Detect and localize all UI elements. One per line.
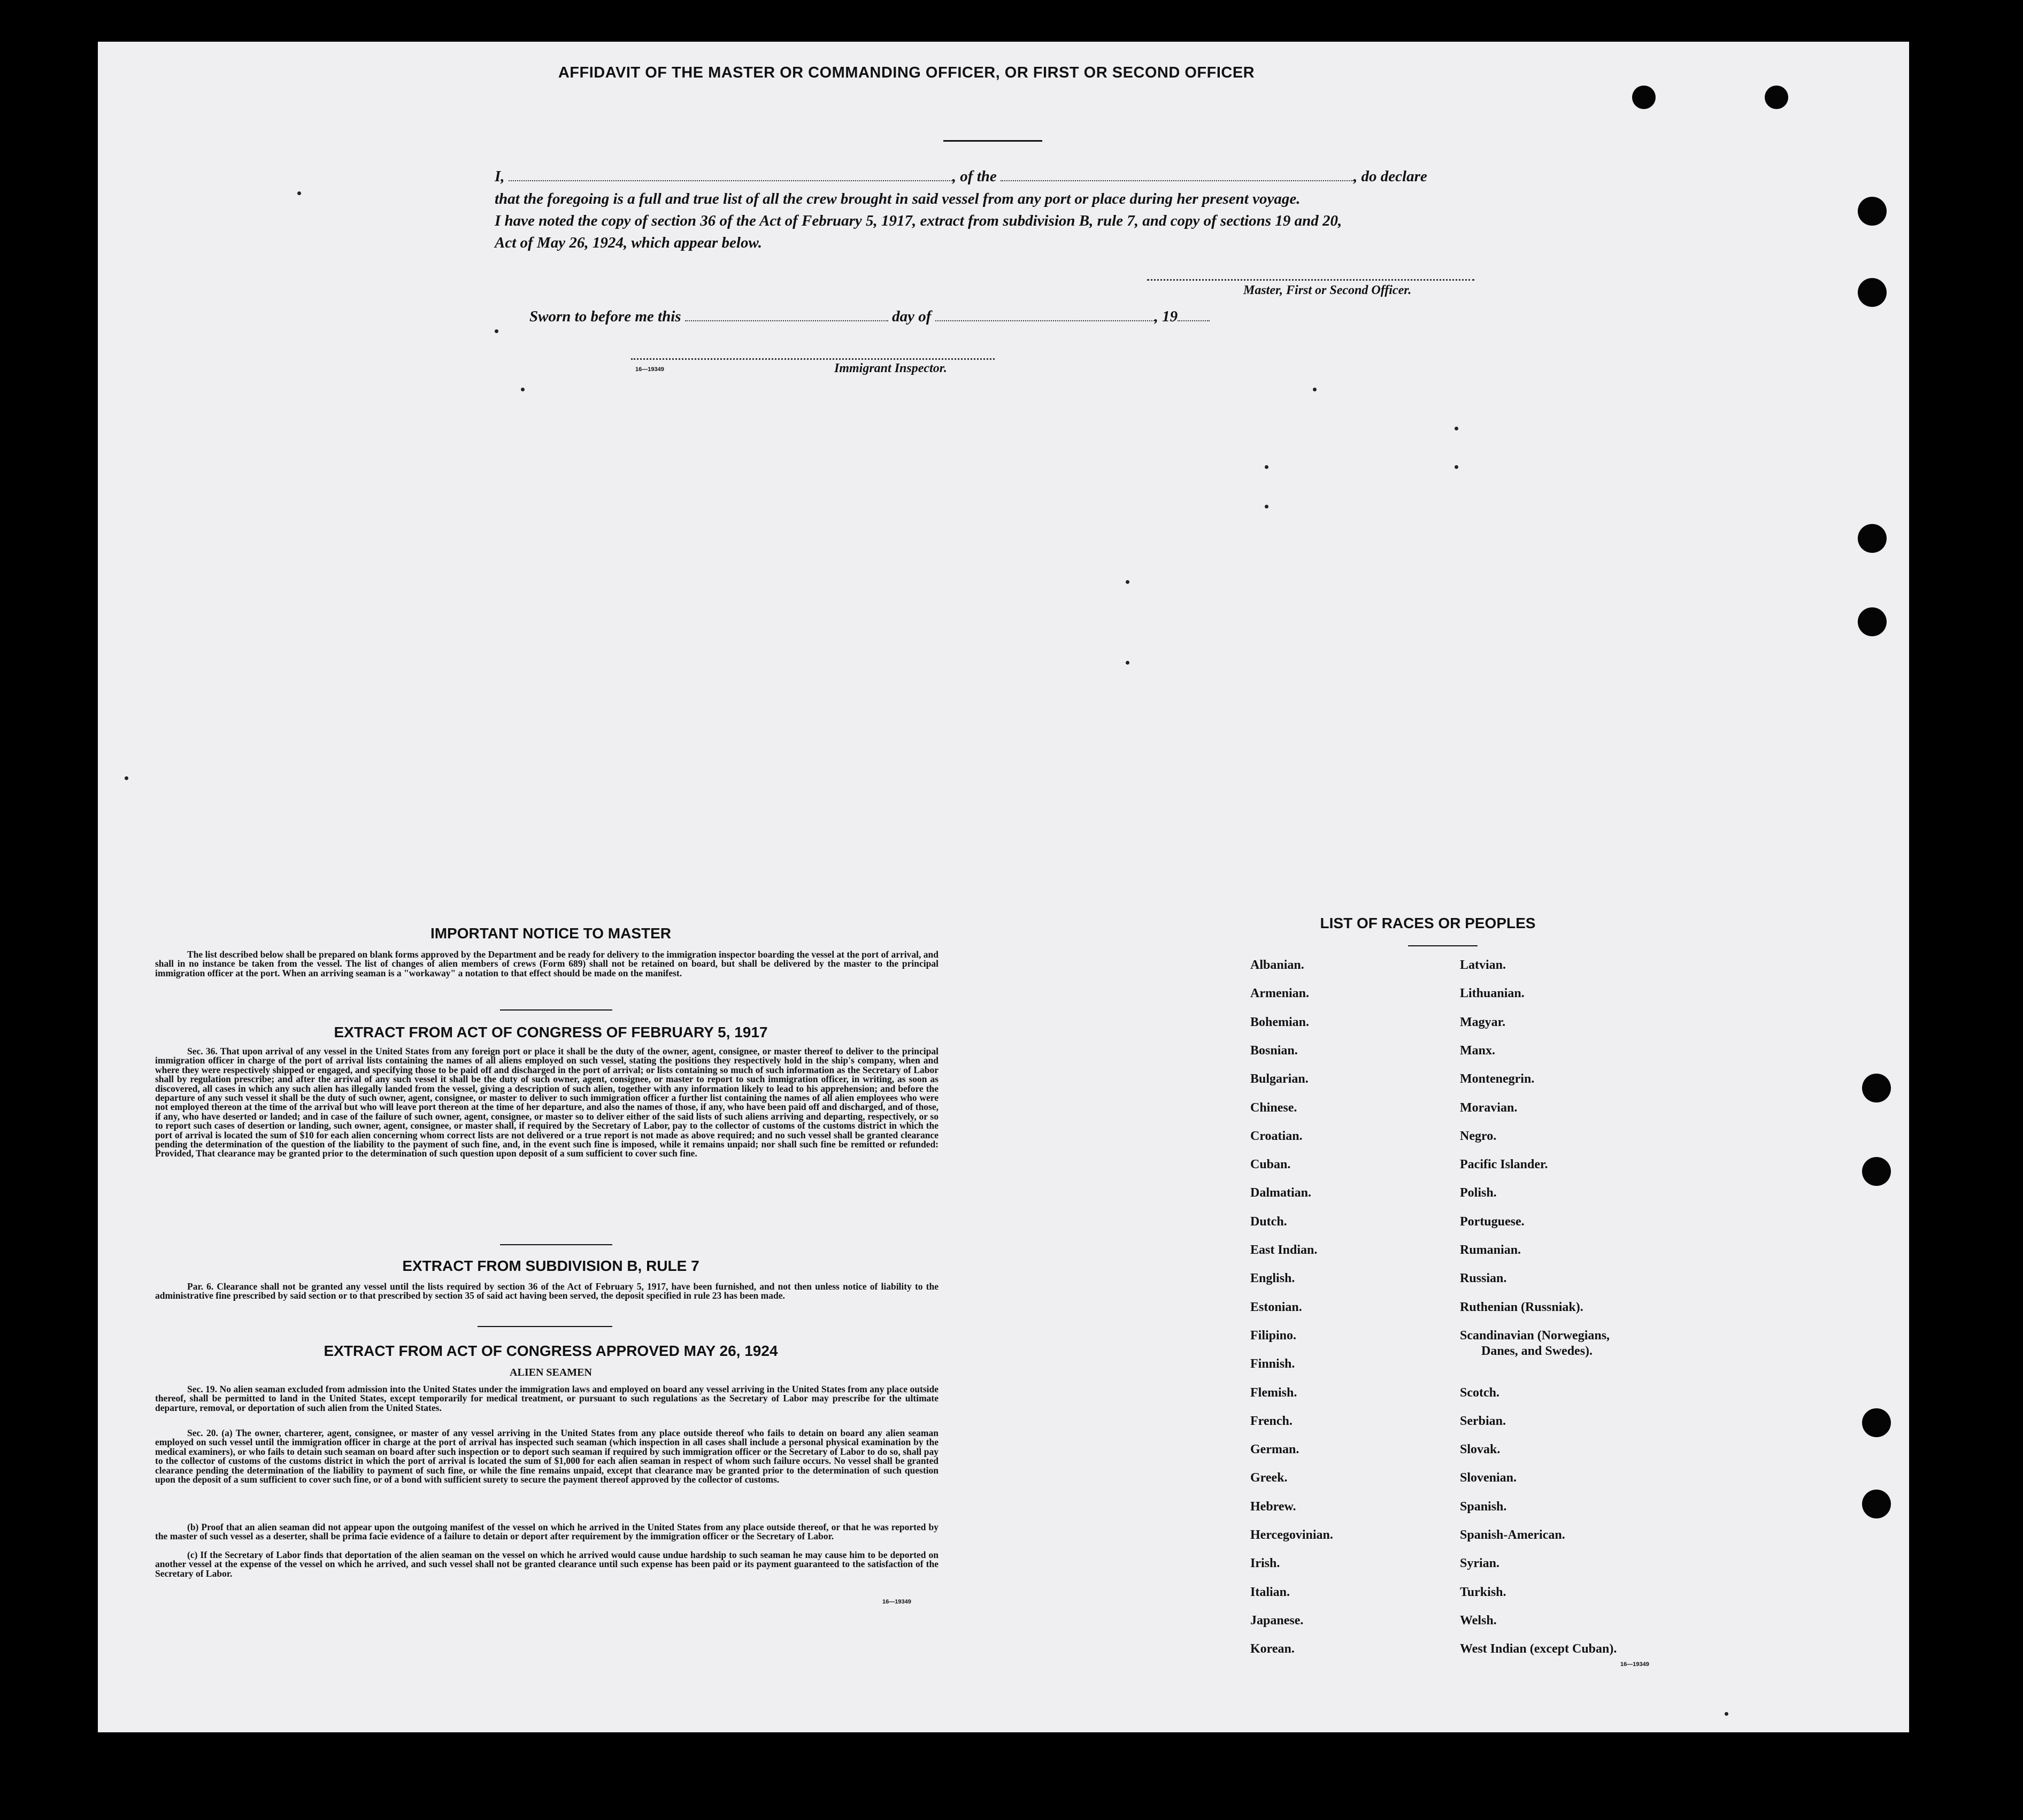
race-item: Polish. bbox=[1460, 1186, 1497, 1200]
name-blank bbox=[509, 168, 952, 181]
inspector-label: Immigrant Inspector. bbox=[834, 361, 947, 375]
race-item: Hebrew. bbox=[1250, 1499, 1296, 1514]
sworn-year-blank bbox=[1178, 309, 1210, 321]
extract-1924-title: EXTRACT FROM ACT OF CONGRESS APPROVED MAY 26, 1924 bbox=[324, 1343, 778, 1359]
race-item: East Indian. bbox=[1250, 1243, 1318, 1257]
signature-label: Master, First or Second Officer. bbox=[1243, 283, 1412, 297]
race-item: Syrian. bbox=[1460, 1556, 1500, 1571]
race-item: Armenian. bbox=[1250, 986, 1309, 1001]
race-item: Flemish. bbox=[1250, 1385, 1297, 1400]
punch-hole bbox=[1632, 86, 1656, 109]
race-item: Moravian. bbox=[1460, 1100, 1518, 1115]
divider bbox=[500, 1244, 612, 1245]
title-divider bbox=[943, 140, 1042, 142]
punch-hole bbox=[1858, 197, 1887, 226]
speck bbox=[125, 776, 128, 780]
speck bbox=[1126, 580, 1129, 584]
race-item: Hercegovinian. bbox=[1250, 1528, 1333, 1542]
race-item: Estonian. bbox=[1250, 1300, 1302, 1314]
race-item: German. bbox=[1250, 1443, 1299, 1457]
race-item: Scandinavian (Norwegians, bbox=[1460, 1328, 1610, 1343]
speck bbox=[495, 329, 498, 333]
races-title: LIST OF RACES OR PEOPLES bbox=[1320, 915, 1536, 931]
race-item: Cuban. bbox=[1250, 1158, 1291, 1172]
race-item: Slovak. bbox=[1460, 1443, 1501, 1457]
race-item: Dalmatian. bbox=[1250, 1186, 1311, 1200]
affidavit-line-2: that the foregoing is a full and true list of all the crew brought in said vessel from any port or place during her present voyage. bbox=[495, 190, 1301, 207]
sworn-line bbox=[529, 306, 1332, 327]
race-item: Japanese. bbox=[1250, 1613, 1304, 1628]
race-item: Bohemian. bbox=[1250, 1015, 1310, 1029]
punch-hole bbox=[1858, 607, 1887, 636]
extract-1917-title: EXTRACT FROM ACT OF CONGRESS OF FEBRUARY 5, 1917 bbox=[334, 1024, 768, 1040]
races-divider bbox=[1408, 945, 1478, 946]
speck bbox=[1455, 465, 1458, 469]
race-item: Pacific Islander. bbox=[1460, 1158, 1548, 1172]
punch-hole bbox=[1858, 524, 1887, 553]
race-item: Finnish. bbox=[1250, 1357, 1295, 1371]
speck bbox=[1265, 505, 1268, 508]
punch-hole bbox=[1858, 278, 1887, 307]
speck bbox=[1313, 388, 1317, 391]
race-item: Greek. bbox=[1250, 1471, 1288, 1485]
extract-rule7-text: Par. 6. Clearance shall not be granted any vessel until the lists required by section 36 of the Act of February 5, 1917, have been furnished, and not then unless notice of liability to the administrative fine prescribed by said section or to that prescribed by section 35 of said act having been served, the deposit specified in rule 23 has been made. bbox=[155, 1281, 939, 1301]
race-item: Ruthenian (Russniak). bbox=[1460, 1300, 1583, 1314]
divider bbox=[500, 1009, 612, 1011]
race-item: Dutch. bbox=[1250, 1214, 1287, 1229]
affidavit-line-1 bbox=[495, 166, 1495, 187]
speck bbox=[1126, 661, 1129, 665]
affidavit-title: AFFIDAVIT OF THE MASTER OR COMMANDING OFFICER, OR FIRST OR SECOND OFFICER bbox=[558, 64, 1255, 81]
race-item: Irish. bbox=[1250, 1556, 1280, 1571]
race-item: Slovenian. bbox=[1460, 1471, 1517, 1485]
race-item: Spanish. bbox=[1460, 1499, 1507, 1514]
punch-hole bbox=[1862, 1408, 1891, 1437]
speck bbox=[521, 388, 525, 391]
race-item: Manx. bbox=[1460, 1043, 1495, 1058]
race-item: Montenegrin. bbox=[1460, 1072, 1535, 1086]
sworn-prefix: Sworn to before me this bbox=[529, 308, 681, 325]
punch-hole bbox=[1862, 1074, 1891, 1102]
race-item: Welsh. bbox=[1460, 1613, 1497, 1628]
extract-1917-text: Sec. 36. That upon arrival of any vessel in the United States from any foreign port or place it shall be the duty of the owner, agent, consignee, or master thereof to deliver to the principal immigration officer in charge of the port of arrival lists containing the names of all aliens employed on such vessel, stating the positions they respectively hold in the ship's company, when and where they were respectively shipped or engaged, and specifying those to be paid off and discharged in the port of arrival; or lists containing so much of such information as the Secretary of Labor shall by regulation prescribe; and after the arrival of any such vessel it shall be the duty of such owner, agent, consignee, or master to report to such immigration officer, in writing, as soon as discovered, all cases in which any such alien has illegally landed from the vessel, giving a description of such alien, together with any information likely to lead to his apprehension; and before the departure of any such vessel it shall be the duty of such owner, agent, consignee, or master to deliver to such immigration officer a further list containing the names of all alien employees who were not employed thereon at the time of the arrival but who will leave port thereon at the time of her departure, and also the names of those, if any, who have been paid off and discharged, and of those, if any, who have deserted or landed; and in case of the failure of such owner, agent, consignee, or master so to deliver either of the said lists of such aliens arriving and departing, respectively, or so to report such cases of desertion or landing, such owner, agent, consignee, or master shall, if required by the Secretary of Labor, pay to the collector of customs of the customs district in which the port of arrival is located the sum of $10 for each alien concerning whom correct lists are not delivered or a true report is not made as above required; and no such vessel shall be granted clearance pending the determination of the question of the liability to the payment of such fine, and, in the event such fine is imposed, while it remains unpaid; nor shall such fine be remitted or refunded: Provided, That clearance may be granted prior to the determination of such question upon deposit of a sum sufficient to cover such fine. bbox=[155, 1046, 939, 1159]
extract-1924-form-number: 16—19349 bbox=[882, 1599, 911, 1605]
punch-hole bbox=[1765, 86, 1788, 109]
punch-hole bbox=[1862, 1490, 1891, 1518]
race-item: Scotch. bbox=[1460, 1385, 1499, 1400]
race-item: West Indian (except Cuban). bbox=[1460, 1642, 1617, 1656]
speck bbox=[1265, 465, 1268, 469]
affidavit-line-4: Act of May 26, 1924, which appear below. bbox=[495, 234, 762, 251]
race-item: Korean. bbox=[1250, 1642, 1295, 1656]
inspector-line bbox=[631, 358, 995, 360]
race-item: Russian. bbox=[1460, 1271, 1507, 1286]
sworn-date-blank bbox=[685, 309, 888, 321]
sworn-day-of: day of bbox=[892, 308, 932, 325]
extract-1924-subtitle: ALIEN SEAMEN bbox=[510, 1367, 592, 1378]
race-item: Chinese. bbox=[1250, 1100, 1297, 1115]
extract-1924-sec19: Sec. 19. No alien seaman excluded from admission into the United States under the immigration laws and employed on board any vessel arriving in the United States from any place outside thereof, shall be permitted to land in the United States, except temporarily for medical treatment, or pursuant to such regulations as the Secretary of Labor may prescribe for the ultimate departure, removal, or deportation of such alien from the United States. bbox=[155, 1384, 939, 1413]
affidavit-of-the: , of the bbox=[952, 168, 997, 185]
race-item: French. bbox=[1250, 1414, 1293, 1428]
sworn-month-blank bbox=[935, 309, 1155, 321]
affidavit-declare: , do declare bbox=[1353, 168, 1427, 185]
inspector-form-number: 16—19349 bbox=[635, 366, 664, 373]
affidavit-i: I, bbox=[495, 168, 505, 185]
race-item: Filipino. bbox=[1250, 1328, 1297, 1343]
extract-1924-sec20b: (b) Proof that an alien seaman did not appear upon the outgoing manifest of the vessel on which he arrived in the United States from any place outside thereof, or that he was reported by the master of such vessel as a deserter, shall be prima facie evidence of a failure to detain or deport after requirement by the immigration officer or the Secretary of Labor. bbox=[155, 1522, 939, 1542]
race-item: Italian. bbox=[1250, 1585, 1290, 1599]
race-item: Rumanian. bbox=[1460, 1243, 1521, 1257]
extract-1924-sec20a: Sec. 20. (a) The owner, charterer, agent, consignee, or master of any vessel arriving in the United States from any place outside thereof who fails to detain on board any alien seaman employed on such vessel until the immigration officer in charge at the port of arrival has inspected such seaman (which inspection in all cases shall include a personal physical examination by the medical examiners), or who fails to detain such seaman on board after such inspection or to deport such seaman if required by such immigration officer or the Secretary of Labor to do so, shall pay to the collector of customs of the customs district in which the port of arrival is located the sum of $1,000 for each alien seaman in respect of whom such failure occurs. No vessel shall be granted clearance pending the determination of the liability to payment of such fine, or while the fine remains unpaid, except that clearance may be granted prior to the determination of such question upon the deposit of a sum sufficient to cover such fine, or of a bond with sufficient surety to secure the payment thereof approved by the collector of customs. bbox=[155, 1428, 939, 1485]
punch-hole bbox=[1862, 1157, 1891, 1186]
race-item: Magyar. bbox=[1460, 1015, 1506, 1029]
vessel-blank bbox=[1001, 168, 1353, 181]
race-item: Lithuanian. bbox=[1460, 986, 1525, 1001]
race-item: Albanian. bbox=[1250, 958, 1304, 972]
race-item: Spanish-American. bbox=[1460, 1528, 1565, 1542]
speck bbox=[297, 191, 301, 195]
race-item: English. bbox=[1250, 1271, 1295, 1286]
race-item: Turkish. bbox=[1460, 1585, 1506, 1599]
race-item: Portuguese. bbox=[1460, 1214, 1525, 1229]
race-item: Danes, and Swedes). bbox=[1481, 1344, 1593, 1359]
signature-line bbox=[1147, 279, 1474, 281]
speck bbox=[1455, 427, 1458, 430]
speck bbox=[1725, 1712, 1728, 1716]
race-item: Latvian. bbox=[1460, 958, 1506, 972]
race-item: Serbian. bbox=[1460, 1414, 1506, 1428]
notice-title: IMPORTANT NOTICE TO MASTER bbox=[430, 925, 672, 942]
race-item: Negro. bbox=[1460, 1129, 1497, 1143]
extract-rule7-title: EXTRACT FROM SUBDIVISION B, RULE 7 bbox=[402, 1258, 699, 1274]
notice-text: The list described below shall be prepared on blank forms approved by the Department and be ready for delivery to the immigration inspector boarding the vessel at the port of arrival, and shall in no instance be taken from the vessel. The list of changes of alien members of crews (Form 689) shall not be retained on board, but shall be delivered by the master to the principal immigration officer at the port. When an arriving seaman is a "workaway" a notation to that effect should be made on the manifest. bbox=[155, 949, 939, 978]
race-item: Bosnian. bbox=[1250, 1043, 1298, 1058]
affidavit-line-3: I have noted the copy of section 36 of the Act of February 5, 1917, extract from subdivision B, rule 7, and copy of sections 19 and 20, bbox=[495, 212, 1342, 229]
race-item: Croatian. bbox=[1250, 1129, 1303, 1143]
extract-1924-sec20c: (c) If the Secretary of Labor finds that deportation of the alien seaman on the vessel on which he arrived would cause undue hardship to such seaman he may cause him to be deported on another vessel at the expense of the vessel on which he arrived, and such vessel shall not be granted clearance until such expense has been paid or its payment guaranteed to the satisfaction of the Secretary of Labor. bbox=[155, 1549, 939, 1579]
race-item: Bulgarian. bbox=[1250, 1072, 1309, 1086]
sworn-year: , 19 bbox=[1154, 308, 1178, 325]
divider bbox=[478, 1326, 612, 1327]
races-form-number: 16—19349 bbox=[1620, 1661, 1649, 1668]
